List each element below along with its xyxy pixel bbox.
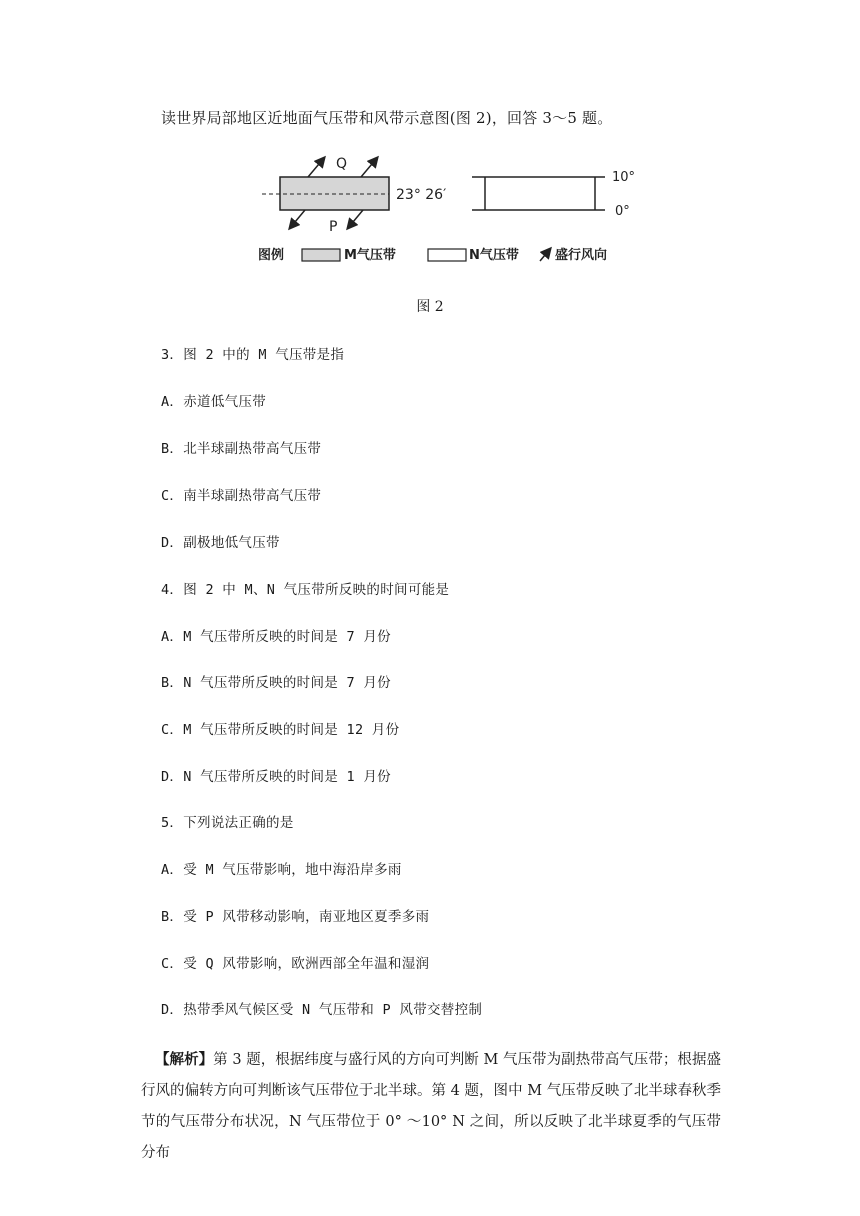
question-4-option-c: C．M 气压带所反映的时间是 12 月份: [161, 722, 400, 738]
legend-n-swatch: [428, 249, 466, 261]
label-lat-0: 0°: [615, 204, 630, 219]
question-5-stem: 5．下列说法正确的是: [161, 815, 294, 831]
question-4-option-a: A．M 气压带所反映的时间是 7 月份: [161, 629, 391, 645]
question-4-stem: 4．图 2 中 M、N 气压带所反映的时间可能是: [161, 582, 450, 598]
question-3-option-c: C．南半球副热带高气压带: [161, 488, 322, 504]
analysis-paragraph: [141, 1044, 721, 1169]
analysis-label: 【解析】: [155, 1051, 214, 1068]
question-4-option-b: B．N 气压带所反映的时间是 7 月份: [161, 675, 391, 691]
analysis-text: 第 3 题，根据纬度与盛行风的方向可判断 M 气压带为副热带高气压带；根据盛行风的偏转方向可判断该气压带位于北半球。第 4 题，图中 M 气压带反映了北半球春秋季节的气压带分布状况，N 气压带位于 0° ～10° N 之间，所以反映了北半球夏季的气压带分布: [141, 1052, 721, 1161]
intro-text: 读世界局部地区近地面气压带和风带示意图(图 2)，回答 3～5 题。: [161, 109, 613, 127]
wind-arrow-q-right: [361, 158, 377, 177]
legend-title: 图例: [258, 248, 285, 263]
figure-caption: 图 2: [416, 299, 444, 315]
question-5-option-d: D．热带季风气候区受 N 气压带和 P 风带交替控制: [161, 1002, 483, 1018]
legend-m-swatch: [302, 249, 340, 261]
question-5-option-a: A．受 M 气压带影响，地中海沿岸多雨: [161, 862, 402, 878]
legend-wind-arrow-icon: [540, 249, 550, 261]
question-3-stem: 3．图 2 中的 M 气压带是指: [161, 347, 345, 363]
question-5-option-c: C．受 Q 风带影响，欧洲西部全年温和湿润: [161, 956, 430, 972]
question-3-option-a: A．赤道低气压带: [161, 394, 267, 410]
wind-arrow-p-left: [290, 210, 305, 228]
question-3-option-b: B．北半球副热带高气压带: [161, 441, 322, 457]
label-lat-23: 23° 26′: [396, 187, 447, 203]
label-q: Q: [336, 156, 348, 172]
question-3-option-d: D．副极地低气压带: [161, 535, 280, 551]
wind-arrow-q-left: [308, 158, 324, 177]
legend-m-label: M气压带: [344, 248, 396, 263]
pressure-belt-diagram: [250, 148, 650, 270]
question-4-option-d: D．N 气压带所反映的时间是 1 月份: [161, 769, 391, 785]
legend-wind-label: 盛行风向: [555, 248, 608, 263]
question-5-option-b: B．受 P 风带移动影响，南亚地区夏季多雨: [161, 909, 430, 925]
label-lat-10: 10°: [612, 170, 636, 185]
wind-arrow-p-right: [348, 210, 363, 228]
label-p: P: [329, 219, 338, 235]
legend-n-label: N气压带: [469, 248, 519, 263]
